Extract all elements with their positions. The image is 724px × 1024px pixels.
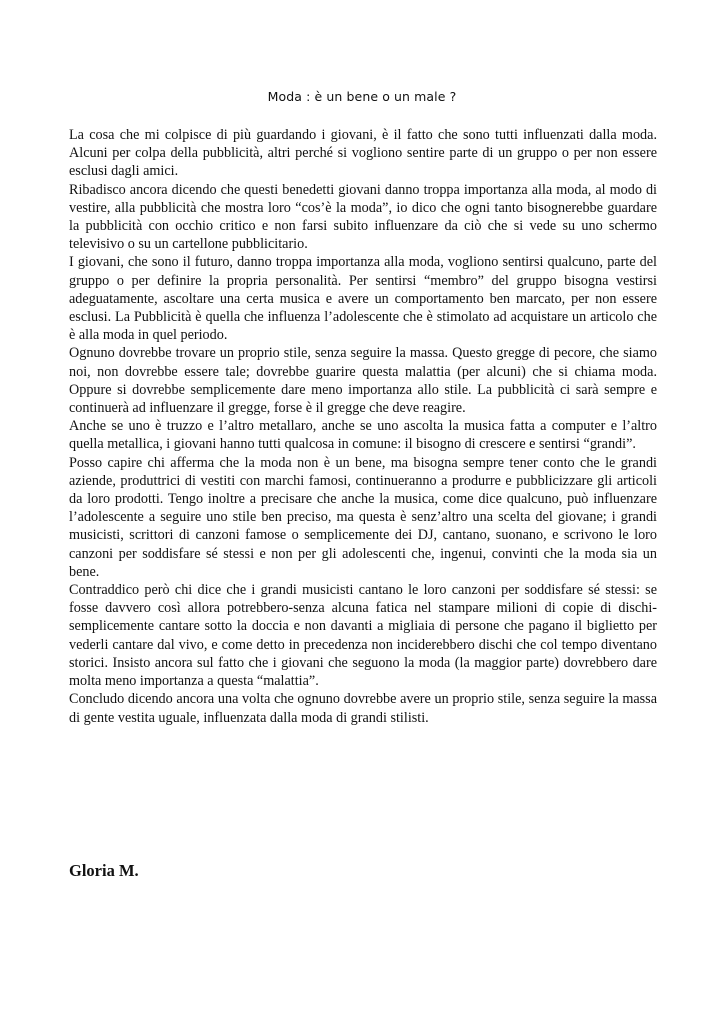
paragraph-7: Contraddico però chi dice che i grandi musicisti cantano le loro canzoni per soddisfare sé stessi: se fosse davvero così allora potrebbero-senza alcuna fatica nel stampare milioni di copie di dischi-semplicemente cantare sotto la doccia e non davanti a migliaia di persone che pagano il biglietto per vederli cantare dal vivo, e come detto in precedenza non inciderebbero dischi che col tempo diventano storici. Insisto ancora sul fatto che i giovani che seguono la moda (la maggior parte) dovrebbero dare molta meno importanza a questa “malattia”. — [69, 582, 657, 690]
paragraph-2: Ribadisco ancora dicendo che questi benedetti giovani danno troppa importanza alla moda, al modo di vestire, alla pubblicità che mostra loro “cos’è la moda”, io dico che ogni tanto bisognerebbe guardare la pubblicità con occhio critico e non farsi subito influenzare da ciò che si vede su uno schermo televisivo o su un cartellone pubblicitario. — [69, 181, 657, 253]
paragraph-6: Posso capire chi afferma che la moda non è un bene, ma bisogna sempre tener conto che le grandi aziende, produttrici di vestiti con marchi famosi, continueranno a produrre e pubblicizzare gli articoli da loro prodotti. Tengo inoltre a precisare che anche la musica, come dice qualcuno, può influenzare l’adolescente a seguire uno stile ben preciso, ma questa è senz’altro una scelta del giovane; i grandi musicisti, scrittori di canzoni famose o semplicemente dei DJ, cantano, suonano, e scrivono le loro canzoni per soddisfare sé stessi e non per gli adolescenti che, ingenui, convinti che la moda sia un bene. — [69, 454, 657, 580]
document-title: Moda : è un bene o un male ? — [267, 89, 457, 104]
paragraph-8: Concludo dicendo ancora una volta che ognuno dovrebbe avere un proprio stile, senza seguire la massa di gente vestita uguale, influenzata dalla moda di grandi stilisti. — [69, 691, 657, 726]
paragraph-4: Ognuno dovrebbe trovare un proprio stile, senza seguire la massa. Questo gregge di pecore, che siamo noi, non dovrebbe essere tale; dovrebbe guarire questa malattia (per alcuni) che si chiama moda. Oppure si dovrebbe semplicemente dare meno importanza allo stile. La pubblicità ci sarà sempre e continuerà ad influenzare il gregge, forse è il gregge che deve reagire. — [69, 345, 657, 417]
paragraph-1: La cosa che mi colpisce di più guardando i giovani, è il fatto che sono tutti influenzati dalla moda. Alcuni per colpa della pubblicità, altri perché si vogliono sentire parte di un gruppo o per non essere esclusi dagli amici. — [69, 127, 657, 180]
paragraph-3: I giovani, che sono il futuro, danno troppa importanza alla moda, vogliono sentirsi qualcuno, parte del gruppo o per definire la propria personalità. Per sentirsi “membro” del gruppo bisogna vestirsi adeguatamente, ascoltare una certa musica e avere un comportamento ben marcato, per non essere esclusi. La Pubblicità è quella che influenza l’adolescente che è stimolato ad acquistare un articolo che è alla moda in quel periodo. — [69, 254, 657, 344]
document-body — [69, 126, 657, 727]
paragraph-5: Anche se uno è truzzo e l’altro metallaro, anche se uno ascolta la musica fatta a computer e l’altro quella metallica, i giovani hanno tutti qualcosa in comune: il bisogno di crescere e sentirsi “grandi”. — [69, 418, 657, 453]
author-signature: Gloria M. — [69, 861, 139, 880]
